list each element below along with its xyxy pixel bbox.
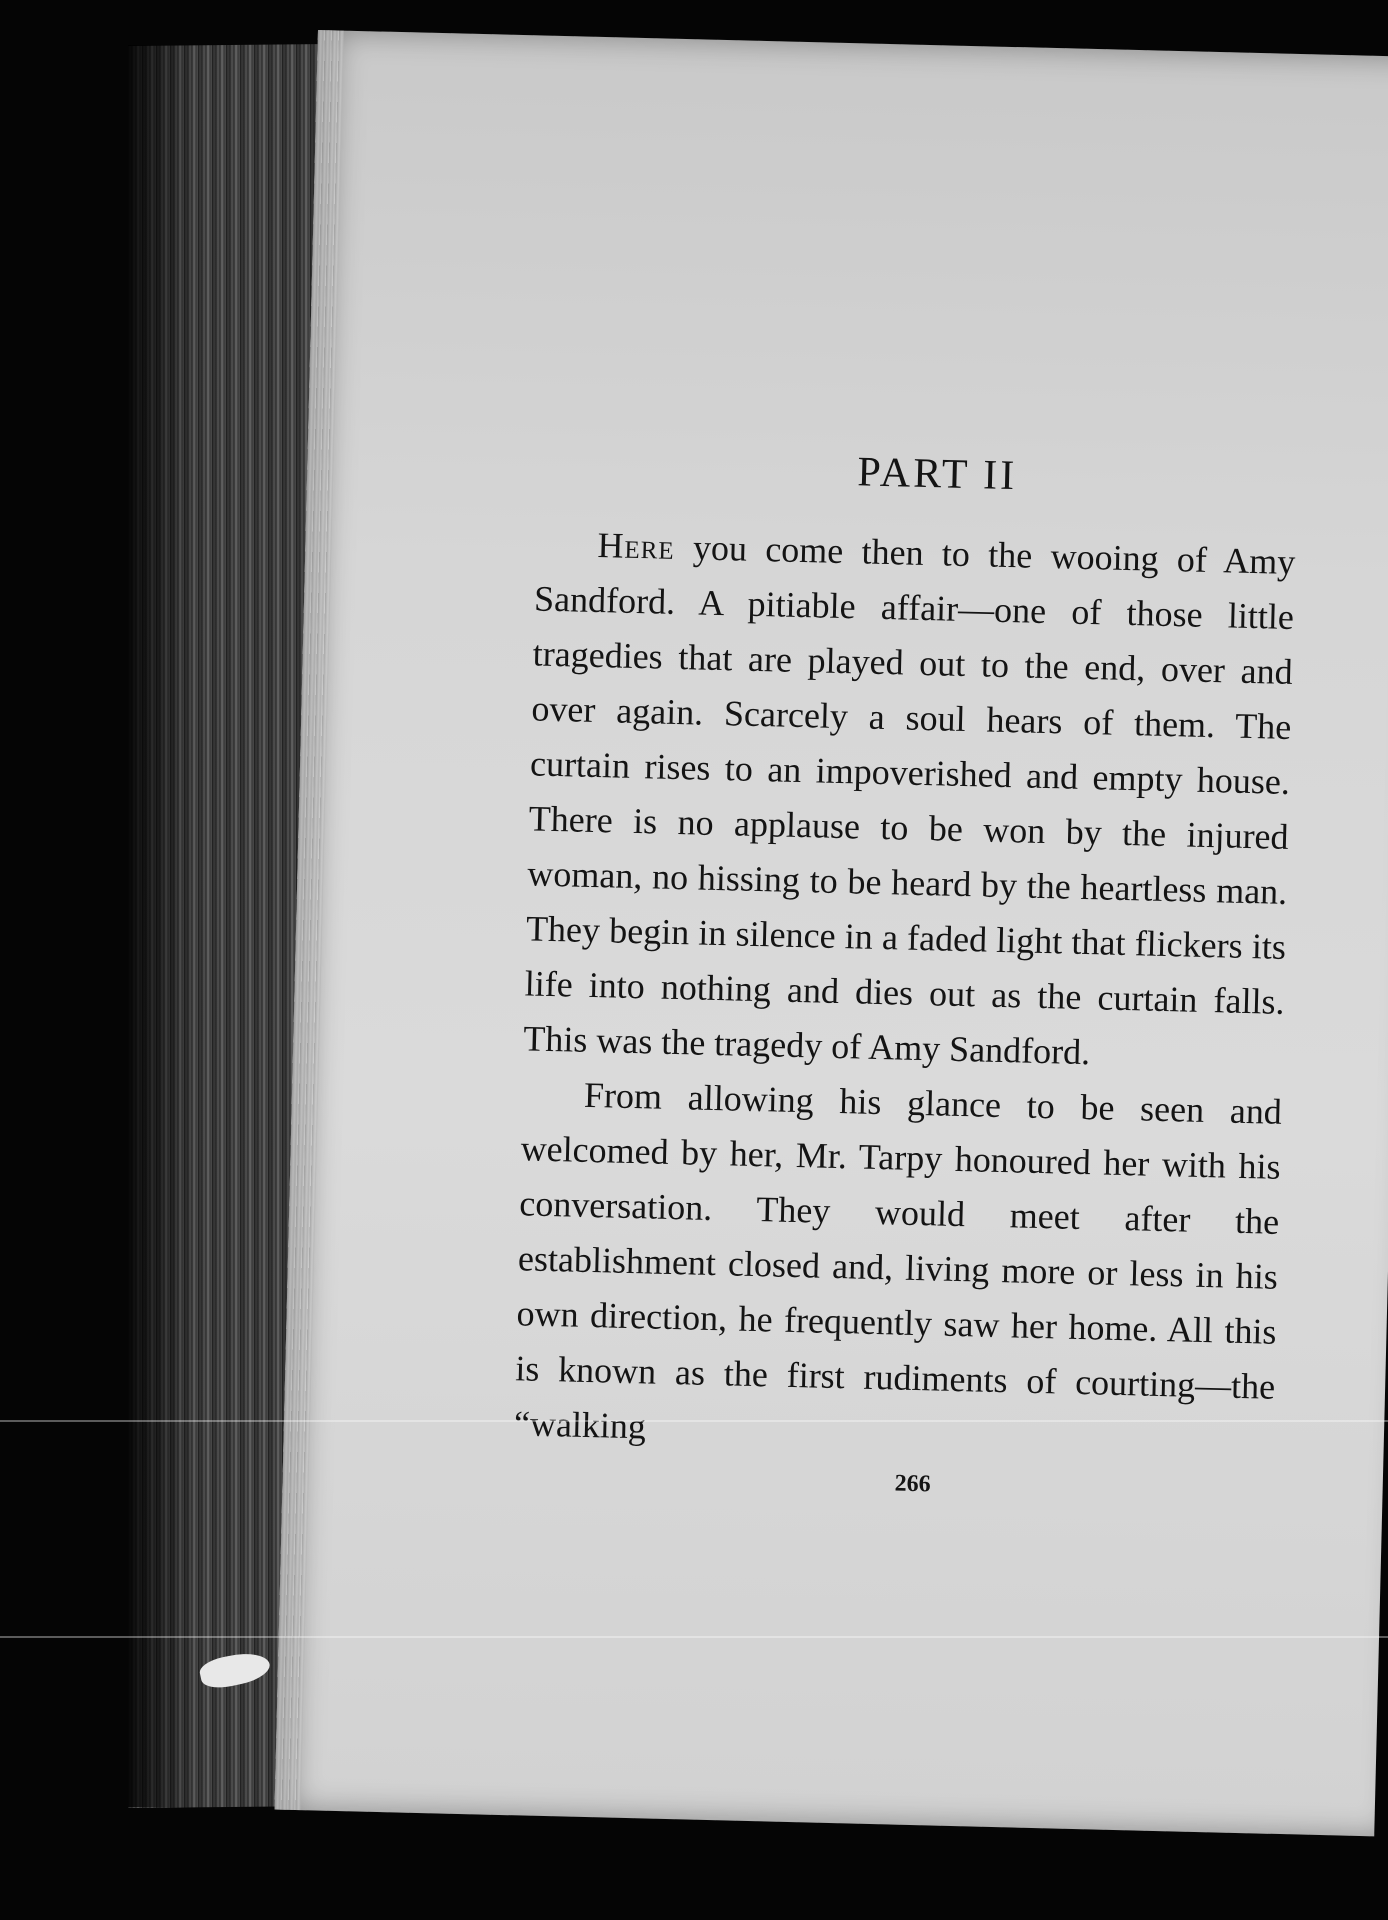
text-block: [512, 440, 1297, 1506]
scan-artifact-line: [0, 1636, 1388, 1638]
printed-page: [275, 30, 1388, 1836]
paragraph-1-text: you come then to the wooing of Amy Sandford. A pitiable affair—one of those little tragedies that are played out to the end, over and over again. Scarcely a soul hears of them. The curtain rises to an impoverished and empty house. There is no applause to be won by the injured woman, no hissing to be heard by the heartless man. They begin in silence in a faded light that flickers its life into nothing and dies out as the curtain falls. This was the tragedy of Amy Sandford.: [522, 526, 1296, 1073]
paragraph-2: [513, 1066, 1282, 1469]
page-number: 266: [894, 1470, 931, 1498]
paragraph-1-lead: Here: [597, 524, 676, 567]
edge-shadow: [128, 45, 198, 1807]
paragraph-1: [523, 516, 1296, 1084]
scan-artifact-line: [0, 1420, 1388, 1422]
part-heading: PART II: [856, 449, 1018, 500]
paragraph-2-text: From allowing his glance to be seen and welcomed by her, Mr. Tarpy honoured her with his conversation. They would meet after the establishment closed and, living more or less in his own direction, he frequently saw her home. All this is known as the first rudiments of courting—the “walking: [513, 1074, 1283, 1447]
